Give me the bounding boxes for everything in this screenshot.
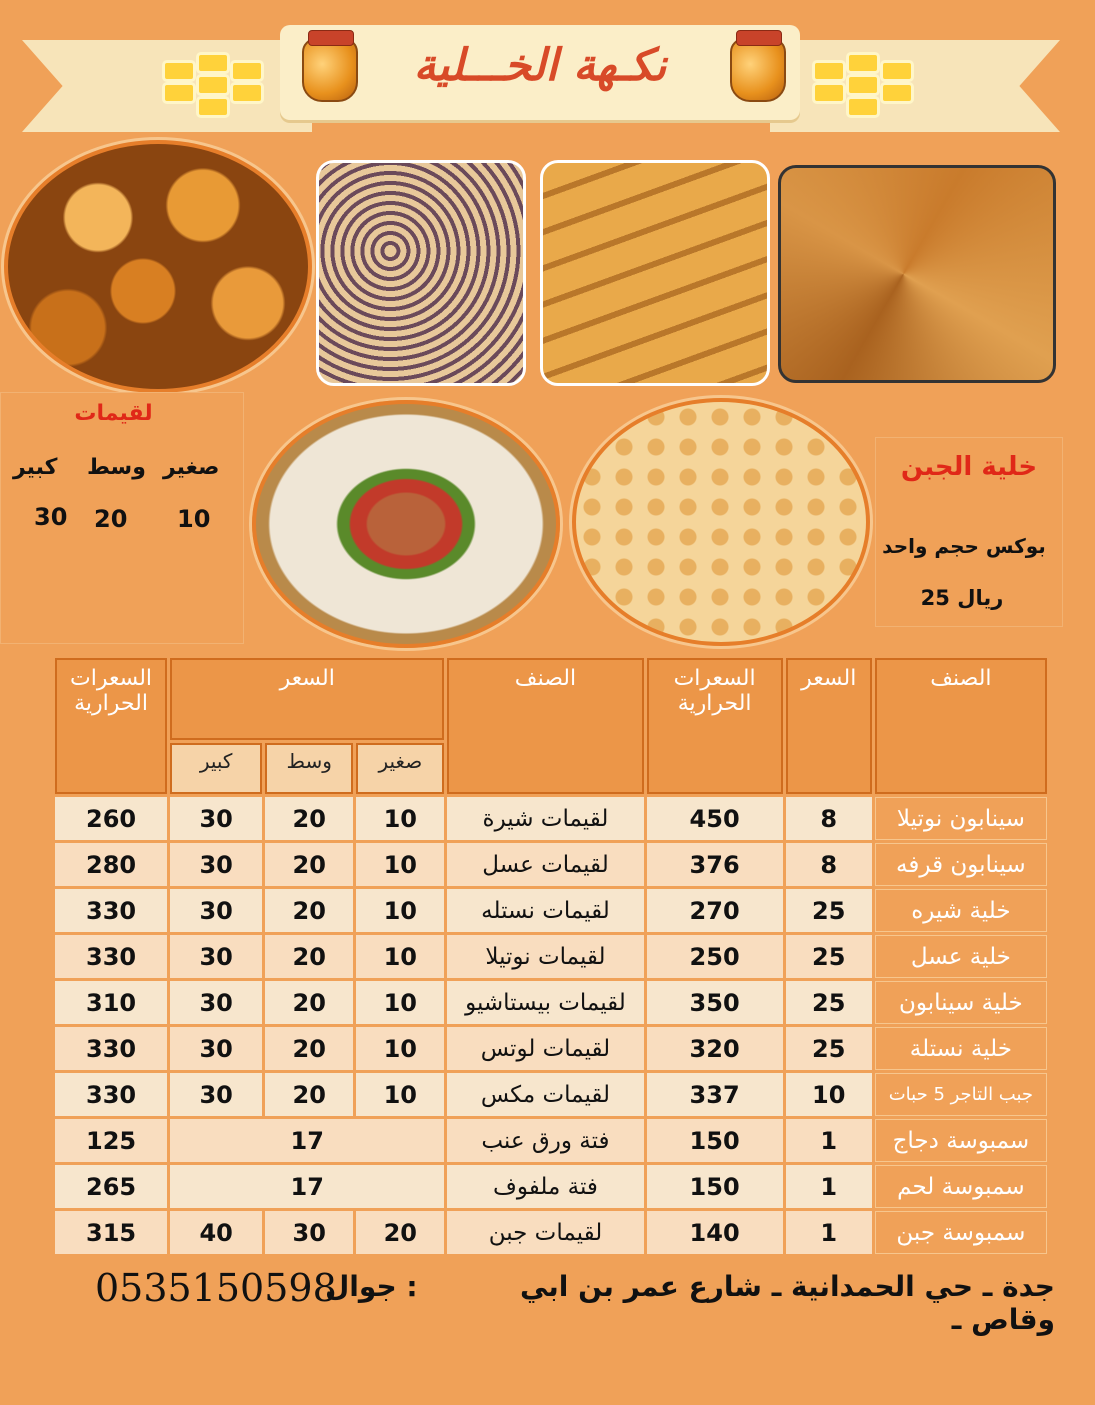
luqaimat-title: لقيمات bbox=[74, 401, 153, 426]
calories-cell: 330 bbox=[55, 1073, 167, 1116]
calories-cell: 330 bbox=[55, 1027, 167, 1070]
sambousa-photo bbox=[778, 165, 1056, 383]
small-price-cell: 10 bbox=[356, 981, 444, 1024]
size-medium-label: وسط bbox=[87, 455, 146, 480]
item-name-left: لقيمات جبن bbox=[447, 1211, 643, 1254]
price-large: 30 bbox=[34, 503, 68, 531]
large-price-cell: 30 bbox=[170, 1027, 262, 1070]
calories-cell: 330 bbox=[55, 935, 167, 978]
large-price-cell: 30 bbox=[170, 1073, 262, 1116]
small-price-cell: 10 bbox=[356, 889, 444, 932]
medium-price-cell: 20 bbox=[265, 935, 353, 978]
item-name-right: سينابون قرفه bbox=[875, 843, 1047, 886]
large-price-cell: 30 bbox=[170, 843, 262, 886]
item-name-right: سمبوسة جبن bbox=[875, 1211, 1047, 1254]
single-price-cell: 17 bbox=[170, 1165, 444, 1208]
table-row bbox=[55, 797, 1047, 840]
table-row bbox=[55, 889, 1047, 932]
medium-price-cell: 20 bbox=[265, 843, 353, 886]
calories-cell: 337 bbox=[647, 1073, 783, 1116]
small-price-cell: 20 bbox=[356, 1211, 444, 1254]
medium-price-cell: 20 bbox=[265, 797, 353, 840]
cinnabon-photo bbox=[316, 160, 526, 386]
price-cell: 1 bbox=[786, 1119, 872, 1162]
calories-cell: 150 bbox=[647, 1119, 783, 1162]
item-name-left: لقيمات نستله bbox=[447, 889, 643, 932]
price-cell: 25 bbox=[786, 1027, 872, 1070]
price-cell: 1 bbox=[786, 1165, 872, 1208]
small-price-cell: 10 bbox=[356, 1027, 444, 1070]
cheese-price: 25 ريال bbox=[920, 586, 1004, 610]
header-item-left: الصنف bbox=[447, 658, 643, 794]
item-name-left: لقيمات بيستاشيو bbox=[447, 981, 643, 1024]
calories-cell: 450 bbox=[647, 797, 783, 840]
honey-jar-icon bbox=[302, 38, 358, 102]
item-name-right: خلية نستلة bbox=[875, 1027, 1047, 1070]
item-name-left: لقيمات شيرة bbox=[447, 797, 643, 840]
calories-cell: 280 bbox=[55, 843, 167, 886]
header-calories-left: السعرات الحرارية bbox=[55, 658, 167, 794]
medium-price-cell: 20 bbox=[265, 981, 353, 1024]
calories-cell: 125 bbox=[55, 1119, 167, 1162]
header-large: كبير bbox=[170, 743, 262, 794]
price-cell: 8 bbox=[786, 843, 872, 886]
single-price-cell: 17 bbox=[170, 1119, 444, 1162]
calories-cell: 320 bbox=[647, 1027, 783, 1070]
item-name-right: خلية سينابون bbox=[875, 981, 1047, 1024]
item-name-left: لقيمات نوتيلا bbox=[447, 935, 643, 978]
calories-cell: 150 bbox=[647, 1165, 783, 1208]
footer-phone[interactable]: 0535150598 bbox=[95, 1266, 337, 1310]
footer-phone-label: جوال : bbox=[325, 1270, 418, 1303]
item-name-right: خلية شيره bbox=[875, 889, 1047, 932]
cheese-title: خلية الجبن bbox=[900, 452, 1038, 482]
calories-cell: 376 bbox=[647, 843, 783, 886]
calories-cell: 310 bbox=[55, 981, 167, 1024]
price-small: 10 bbox=[177, 505, 211, 533]
calories-cell: 265 bbox=[55, 1165, 167, 1208]
table-row bbox=[55, 981, 1047, 1024]
item-name-right: سمبوسة دجاج bbox=[875, 1119, 1047, 1162]
small-price-cell: 10 bbox=[356, 843, 444, 886]
price-cell: 25 bbox=[786, 935, 872, 978]
fatteh-photo bbox=[252, 400, 560, 648]
table-row bbox=[55, 935, 1047, 978]
calories-cell: 315 bbox=[55, 1211, 167, 1254]
medium-price-cell: 20 bbox=[265, 1073, 353, 1116]
item-name-left: فتة ورق عنب bbox=[447, 1119, 643, 1162]
price-cell: 8 bbox=[786, 797, 872, 840]
table-row bbox=[55, 1211, 1047, 1254]
large-price-cell: 30 bbox=[170, 889, 262, 932]
price-medium: 20 bbox=[94, 505, 128, 533]
table-row bbox=[55, 843, 1047, 886]
luqaimat-info-box bbox=[0, 392, 244, 644]
honeycomb-icon bbox=[162, 52, 262, 114]
large-price-cell: 30 bbox=[170, 981, 262, 1024]
price-cell: 25 bbox=[786, 981, 872, 1024]
header-medium: وسط bbox=[265, 743, 353, 794]
header-price-right: السعر bbox=[786, 658, 872, 794]
large-price-cell: 40 bbox=[170, 1211, 262, 1254]
item-name-left: لقيمات عسل bbox=[447, 843, 643, 886]
item-name-right: سينابون نوتيلا bbox=[875, 797, 1047, 840]
calories-cell: 350 bbox=[647, 981, 783, 1024]
price-cell: 1 bbox=[786, 1211, 872, 1254]
item-name-left: لقيمات لوتس bbox=[447, 1027, 643, 1070]
item-name-right: سمبوسة لحم bbox=[875, 1165, 1047, 1208]
rolls-photo bbox=[540, 160, 770, 386]
medium-price-cell: 20 bbox=[265, 889, 353, 932]
honey-jar-icon bbox=[730, 38, 786, 102]
size-large-label: كبير bbox=[13, 455, 58, 480]
large-price-cell: 30 bbox=[170, 797, 262, 840]
table-row bbox=[55, 1119, 1047, 1162]
size-small-label: صغير bbox=[163, 455, 220, 480]
item-name-right: جبب التاجر 5 حبات bbox=[875, 1073, 1047, 1116]
table-row bbox=[55, 1027, 1047, 1070]
small-price-cell: 10 bbox=[356, 1073, 444, 1116]
medium-price-cell: 20 bbox=[265, 1027, 353, 1070]
calories-cell: 270 bbox=[647, 889, 783, 932]
small-price-cell: 10 bbox=[356, 797, 444, 840]
small-price-cell: 10 bbox=[356, 935, 444, 978]
table-row bbox=[55, 1165, 1047, 1208]
menu-table bbox=[52, 655, 1050, 1257]
calories-cell: 330 bbox=[55, 889, 167, 932]
calories-cell: 260 bbox=[55, 797, 167, 840]
cheese-cell-photo bbox=[572, 398, 870, 646]
footer-address: جدة ـ حي الحمدانية ـ شارع عمر بن ابي وقاص ـ bbox=[519, 1270, 1055, 1336]
table-row bbox=[55, 1073, 1047, 1116]
large-price-cell: 30 bbox=[170, 935, 262, 978]
header-item-right: الصنف bbox=[875, 658, 1047, 794]
cheese-info-box bbox=[875, 437, 1063, 627]
honeycomb-icon bbox=[812, 52, 912, 114]
header-calories-right: السعرات الحرارية bbox=[647, 658, 783, 794]
item-name-left: فتة ملفوف bbox=[447, 1165, 643, 1208]
price-cell: 10 bbox=[786, 1073, 872, 1116]
medium-price-cell: 30 bbox=[265, 1211, 353, 1254]
brand-title: نكـهة الخـــلية bbox=[413, 40, 667, 91]
calories-cell: 250 bbox=[647, 935, 783, 978]
price-cell: 25 bbox=[786, 889, 872, 932]
header-price-left: السعر bbox=[170, 658, 444, 740]
luqaimat-photo bbox=[4, 140, 312, 393]
item-name-right: خلية عسل bbox=[875, 935, 1047, 978]
item-name-left: لقيمات مكس bbox=[447, 1073, 643, 1116]
cheese-desc: بوكس حجم واحد bbox=[882, 534, 1046, 558]
header-small: صغير bbox=[356, 743, 444, 794]
calories-cell: 140 bbox=[647, 1211, 783, 1254]
